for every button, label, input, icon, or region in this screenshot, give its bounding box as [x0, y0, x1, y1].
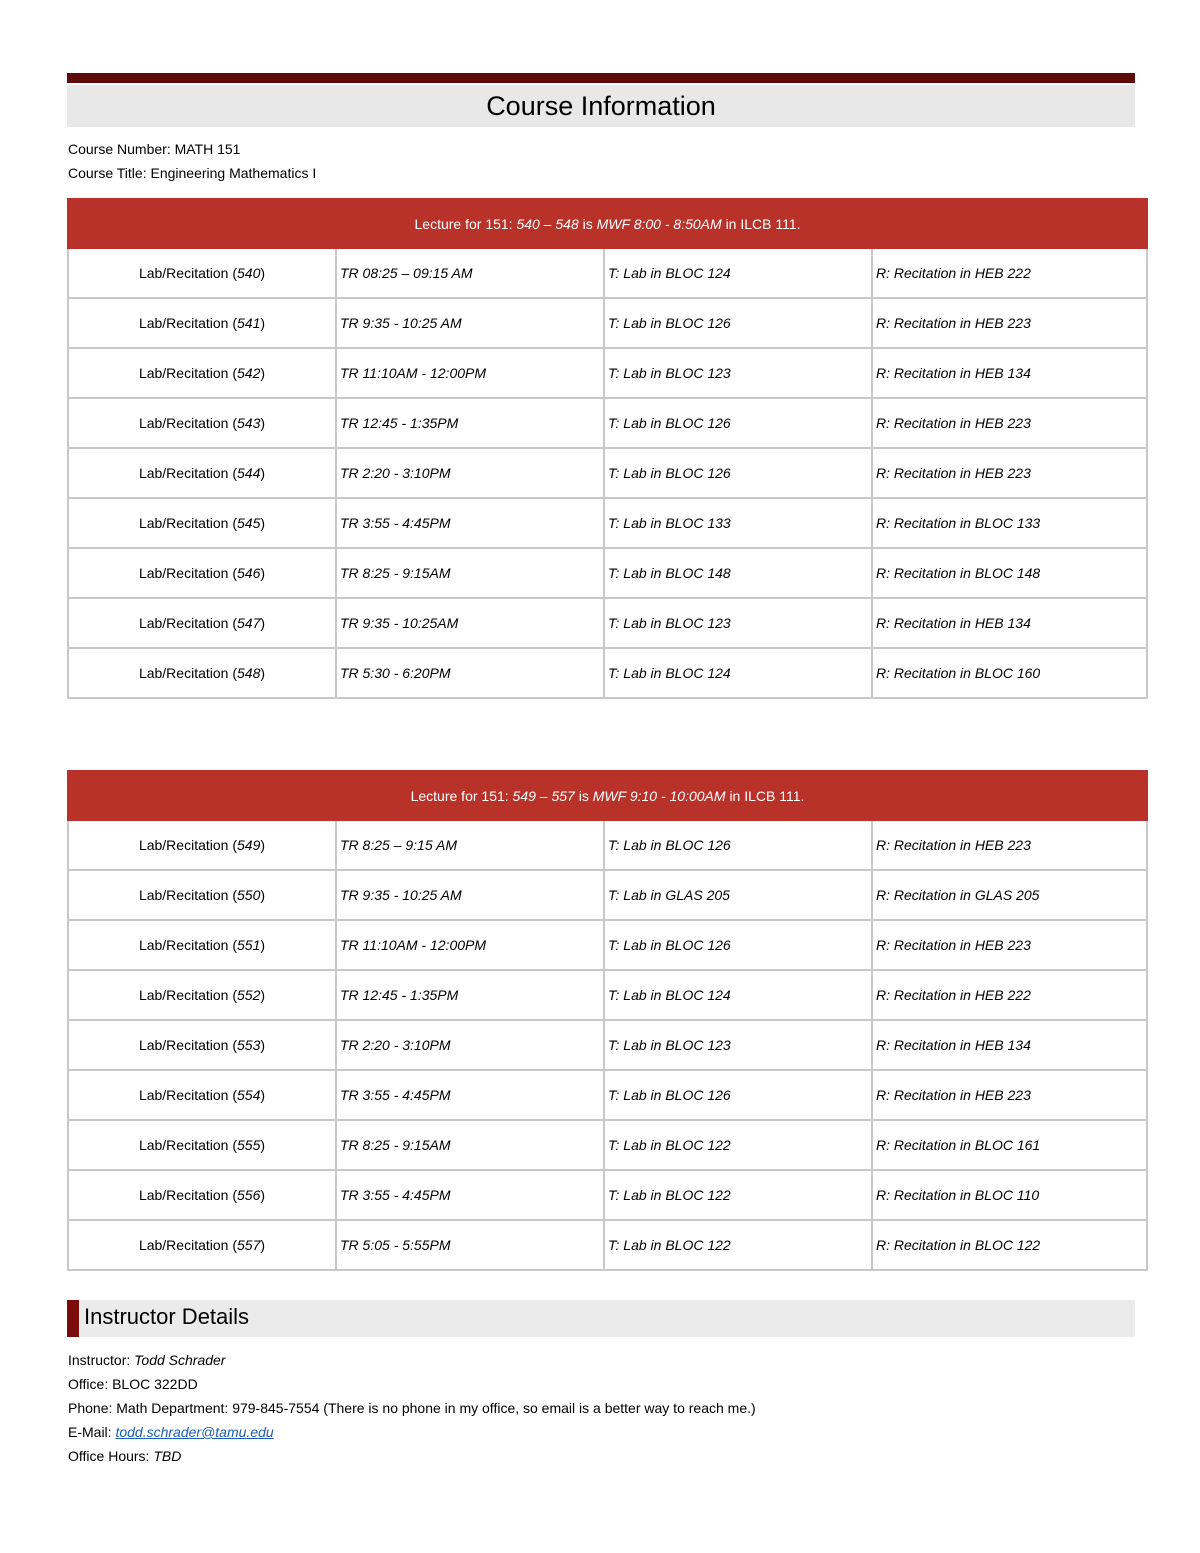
office-hours-label: Office Hours:	[68, 1448, 150, 1464]
instructor-label: Instructor:	[68, 1352, 131, 1368]
recitation-cell: R: Recitation in HEB 223	[872, 298, 1147, 348]
course-title-line	[68, 161, 316, 185]
table-row	[68, 598, 1147, 648]
heading-accent-bar	[67, 1300, 79, 1337]
table-row	[68, 1220, 1147, 1270]
section-number: 554	[237, 1087, 261, 1103]
lecture-time: MWF 9:10 - 10:00AM	[592, 787, 726, 804]
lecture-in: in	[729, 787, 741, 804]
course-number-label: Course Number:	[68, 141, 171, 157]
section-label: Lab/Recitation	[138, 365, 229, 381]
lecture-header-cell	[68, 771, 1147, 820]
course-title-label: Course Title:	[68, 165, 147, 181]
section-cell: Lab/Recitation (556)	[68, 1170, 336, 1220]
lecture-sections: 549 – 557	[512, 787, 575, 804]
lecture-room: ILCB 111.	[740, 215, 801, 232]
section-number: 544	[237, 465, 261, 481]
lecture-in: in	[725, 215, 737, 232]
table-row	[68, 498, 1147, 548]
section-label: Lab/Recitation	[138, 1037, 229, 1053]
section-cell: Lab/Recitation (553)	[68, 1020, 336, 1070]
section-cell: Lab/Recitation (552)	[68, 970, 336, 1020]
email-label: E-Mail:	[68, 1424, 112, 1440]
table-row	[68, 398, 1147, 448]
recitation-cell: R: Recitation in HEB 223	[872, 920, 1147, 970]
office-label: Office:	[68, 1376, 109, 1392]
time-cell: TR 12:45 - 1:35PM	[336, 970, 604, 1020]
lecture-header-row	[68, 771, 1147, 820]
course-title-value: Engineering Mathematics I	[150, 165, 317, 181]
lab-cell: T: Lab in BLOC 126	[604, 1070, 872, 1120]
table-row	[68, 1120, 1147, 1170]
email-line	[68, 1420, 756, 1444]
office-hours-value: TBD	[153, 1448, 182, 1464]
time-cell: TR 9:35 - 10:25 AM	[336, 870, 604, 920]
lab-cell: T: Lab in GLAS 205	[604, 870, 872, 920]
table-row	[68, 870, 1147, 920]
recitation-cell: R: Recitation in HEB 222	[872, 248, 1147, 298]
lab-cell: T: Lab in BLOC 123	[604, 1020, 872, 1070]
section-label: Lab/Recitation	[138, 565, 229, 581]
lab-cell: T: Lab in BLOC 133	[604, 498, 872, 548]
recitation-cell: R: Recitation in BLOC 122	[872, 1220, 1147, 1270]
section-number: 545	[237, 515, 261, 531]
section-number: 542	[237, 365, 261, 381]
section-number: 546	[237, 565, 261, 581]
recitation-cell: R: Recitation in HEB 222	[872, 970, 1147, 1020]
table-row	[68, 820, 1147, 870]
section-label: Lab/Recitation	[138, 1237, 229, 1253]
lab-cell: T: Lab in BLOC 148	[604, 548, 872, 598]
course-meta	[68, 137, 316, 185]
office-hours-line	[68, 1444, 756, 1468]
section-number: 555	[237, 1137, 261, 1153]
section-number: 552	[237, 987, 261, 1003]
recitation-cell: R: Recitation in BLOC 110	[872, 1170, 1147, 1220]
recitation-cell: R: Recitation in HEB 134	[872, 348, 1147, 398]
section-number: 548	[237, 665, 261, 681]
table-row	[68, 1170, 1147, 1220]
time-cell: TR 8:25 – 9:15 AM	[336, 820, 604, 870]
time-cell: TR 9:35 - 10:25 AM	[336, 298, 604, 348]
lab-cell: T: Lab in BLOC 126	[604, 398, 872, 448]
lab-cell: T: Lab in BLOC 123	[604, 598, 872, 648]
lab-cell: T: Lab in BLOC 124	[604, 648, 872, 698]
section-label: Lab/Recitation	[138, 615, 229, 631]
email-link[interactable]: todd.schrader@tamu.edu	[115, 1424, 274, 1440]
recitation-cell: R: Recitation in HEB 223	[872, 820, 1147, 870]
section-cell: Lab/Recitation (547)	[68, 598, 336, 648]
table-row	[68, 1020, 1147, 1070]
instructor-heading-band	[67, 1300, 1135, 1337]
time-cell: TR 12:45 - 1:35PM	[336, 398, 604, 448]
lab-cell: T: Lab in BLOC 124	[604, 248, 872, 298]
section-label: Lab/Recitation	[138, 1087, 229, 1103]
time-cell: TR 5:30 - 6:20PM	[336, 648, 604, 698]
recitation-cell: R: Recitation in HEB 134	[872, 1020, 1147, 1070]
lecture-header-cell	[68, 199, 1147, 248]
section-label: Lab/Recitation	[138, 1137, 229, 1153]
recitation-cell: R: Recitation in GLAS 205	[872, 870, 1147, 920]
section-number: 549	[237, 837, 261, 853]
time-cell: TR 3:55 - 4:45PM	[336, 1070, 604, 1120]
lecture-prefix: Lecture for 151:	[410, 787, 509, 804]
office-line	[68, 1372, 756, 1396]
section-cell: Lab/Recitation (554)	[68, 1070, 336, 1120]
time-cell: TR 9:35 - 10:25AM	[336, 598, 604, 648]
table-row	[68, 548, 1147, 598]
section-cell: Lab/Recitation (555)	[68, 1120, 336, 1170]
section-cell: Lab/Recitation (550)	[68, 870, 336, 920]
section-number: 551	[237, 937, 261, 953]
section-cell: Lab/Recitation (542)	[68, 348, 336, 398]
lab-cell: T: Lab in BLOC 126	[604, 448, 872, 498]
section-label: Lab/Recitation	[138, 315, 229, 331]
time-cell: TR 08:25 – 09:15 AM	[336, 248, 604, 298]
time-cell: TR 2:20 - 3:10PM	[336, 448, 604, 498]
instructor-details	[68, 1348, 756, 1468]
section-cell: Lab/Recitation (541)	[68, 298, 336, 348]
time-cell: TR 2:20 - 3:10PM	[336, 1020, 604, 1070]
lab-cell: T: Lab in BLOC 122	[604, 1220, 872, 1270]
section-label: Lab/Recitation	[138, 665, 229, 681]
section-label: Lab/Recitation	[138, 265, 229, 281]
section-cell: Lab/Recitation (549)	[68, 820, 336, 870]
lecture-header-row	[68, 199, 1147, 248]
phone-line	[68, 1396, 756, 1420]
time-cell: TR 3:55 - 4:45PM	[336, 498, 604, 548]
lab-cell: T: Lab in BLOC 122	[604, 1120, 872, 1170]
table-row	[68, 348, 1147, 398]
section-number: 547	[237, 615, 261, 631]
recitation-cell: R: Recitation in BLOC 133	[872, 498, 1147, 548]
section-label: Lab/Recitation	[138, 937, 229, 953]
top-rule	[67, 73, 1135, 83]
instructor-name: Todd Schrader	[134, 1352, 226, 1368]
section-number: 550	[237, 887, 261, 903]
table-row	[68, 648, 1147, 698]
section-cell: Lab/Recitation (544)	[68, 448, 336, 498]
lab-cell: T: Lab in BLOC 123	[604, 348, 872, 398]
section-number: 540	[237, 265, 261, 281]
section-label: Lab/Recitation	[138, 887, 229, 903]
table-row	[68, 448, 1147, 498]
table-row	[68, 298, 1147, 348]
recitation-cell: R: Recitation in BLOC 148	[872, 548, 1147, 598]
table-row	[68, 920, 1147, 970]
section-cell: Lab/Recitation (545)	[68, 498, 336, 548]
recitation-cell: R: Recitation in HEB 223	[872, 448, 1147, 498]
lab-cell: T: Lab in BLOC 126	[604, 298, 872, 348]
section-number: 541	[237, 315, 261, 331]
phone-label: Phone:	[68, 1400, 113, 1416]
time-cell: TR 3:55 - 4:45PM	[336, 1170, 604, 1220]
section-cell: Lab/Recitation (546)	[68, 548, 336, 598]
time-cell: TR 11:10AM - 12:00PM	[336, 920, 604, 970]
recitation-cell: R: Recitation in HEB 134	[872, 598, 1147, 648]
lecture-is: is	[578, 787, 589, 804]
phone-value: Math Department: 979-845-7554 (There is no phone in my office, so email is a better way to reach me.)	[116, 1400, 756, 1416]
section-cell: Lab/Recitation (551)	[68, 920, 336, 970]
instructor-line	[68, 1348, 756, 1372]
table-row	[68, 1070, 1147, 1120]
lecture-room: ILCB 111.	[744, 787, 805, 804]
table-row	[68, 248, 1147, 298]
recitation-cell: R: Recitation in HEB 223	[872, 398, 1147, 448]
instructor-heading: Instructor Details	[84, 1304, 250, 1329]
time-cell: TR 11:10AM - 12:00PM	[336, 348, 604, 398]
lecture-time: MWF 8:00 - 8:50AM	[596, 215, 722, 232]
office-value: BLOC 322DD	[112, 1376, 198, 1392]
lab-cell: T: Lab in BLOC 126	[604, 820, 872, 870]
time-cell: TR 8:25 - 9:15AM	[336, 548, 604, 598]
section-cell: Lab/Recitation (548)	[68, 648, 336, 698]
page-title: Course Information	[486, 90, 716, 121]
lecture-prefix: Lecture for 151:	[414, 215, 513, 232]
course-info-heading-band	[67, 85, 1135, 127]
lecture-is: is	[582, 215, 593, 232]
section-label: Lab/Recitation	[138, 987, 229, 1003]
section-cell: Lab/Recitation (543)	[68, 398, 336, 448]
lecture-sections: 540 – 548	[516, 215, 579, 232]
section-number: 556	[237, 1187, 261, 1203]
section-label: Lab/Recitation	[138, 465, 229, 481]
section-number: 553	[237, 1037, 261, 1053]
section-cell: Lab/Recitation (540)	[68, 248, 336, 298]
lab-cell: T: Lab in BLOC 122	[604, 1170, 872, 1220]
schedule-table-1	[67, 198, 1148, 699]
recitation-cell: R: Recitation in BLOC 161	[872, 1120, 1147, 1170]
time-cell: TR 5:05 - 5:55PM	[336, 1220, 604, 1270]
section-label: Lab/Recitation	[138, 415, 229, 431]
section-label: Lab/Recitation	[138, 837, 229, 853]
recitation-cell: R: Recitation in BLOC 160	[872, 648, 1147, 698]
lab-cell: T: Lab in BLOC 126	[604, 920, 872, 970]
section-label: Lab/Recitation	[138, 515, 229, 531]
recitation-cell: R: Recitation in HEB 223	[872, 1070, 1147, 1120]
time-cell: TR 8:25 - 9:15AM	[336, 1120, 604, 1170]
section-number: 557	[237, 1237, 261, 1253]
course-number-line	[68, 137, 316, 161]
table-row	[68, 970, 1147, 1020]
section-number: 543	[237, 415, 261, 431]
section-label: Lab/Recitation	[138, 1187, 229, 1203]
schedule-table-2	[67, 770, 1148, 1271]
section-cell: Lab/Recitation (557)	[68, 1220, 336, 1270]
course-number-value: MATH 151	[174, 141, 241, 157]
lab-cell: T: Lab in BLOC 124	[604, 970, 872, 1020]
